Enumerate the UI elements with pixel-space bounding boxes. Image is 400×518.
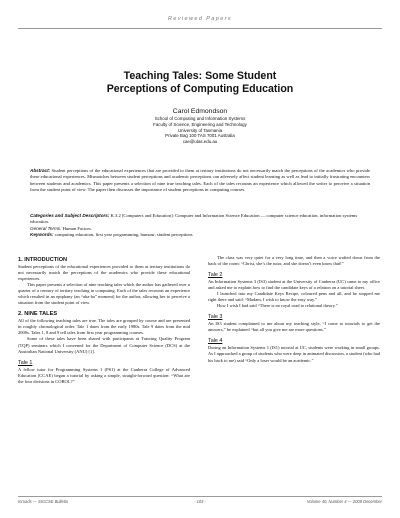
paragraph: This paper presents a selection of nine teaching tales which the author has gathered over a quarter of a century of tertiary teaching in computing. Each of the tales recounts an experience which resulted in an epiphany (an “aha-ha” moment) for the author, allowing her to perceive a situation from the student point of view. (18, 282, 190, 306)
author-department: School of Computing and Information Systems (154, 116, 246, 121)
keywords-text: computing education, first year programming, humour, student perceptions (53, 231, 193, 237)
header-divider (18, 28, 382, 29)
author-block (40, 107, 360, 145)
tale-heading-2: Tale 2 (208, 272, 223, 279)
footer-volume: Volume 40, Number 4 — 2008 December (306, 499, 382, 504)
author-address: Private Bag 100 TAS 7001 Australia (165, 133, 235, 139)
tale-heading-4: Tale 4 (208, 338, 223, 345)
paragraph: The class was very quiet for a very long time, and then a voice wafted down from the back of the room: “Christ, she’s the tutor, and she doesn’t even know that!” (208, 255, 380, 267)
title-line-2: Perceptions of Computing Education (106, 83, 294, 95)
author-university: University of Tasmania (177, 127, 223, 133)
author-email[interactable]: cae@utas.edu.au (182, 139, 218, 145)
general-terms-label: General Terms: (30, 225, 62, 231)
paragraph: I launched into my Candidate Keys Recipe, coloured pens and all, and he stopped me right there and said: “Madam, I wish to know the easy way.” (208, 291, 380, 303)
title-line-1: Teaching Tales: Some Student (123, 70, 277, 82)
paragraph: An IS3 student complained to me about my teaching style, “I come to tutorials to get the answers,” he explained “but all you give me are more questions.” (208, 321, 380, 333)
section-heading-introduction: 1. INTRODUCTION (18, 257, 68, 263)
abstract (30, 168, 370, 193)
paragraph: Student perceptions of the educational experiences provided to them at tertiary institutions do not necessarily match the perceptions of the academics who provide these educational experiences. (18, 264, 190, 282)
right-column (208, 255, 380, 364)
footer-page-number: - 103 - (194, 499, 206, 504)
general-terms-text: Human Factors. (61, 225, 92, 231)
footer-divider (18, 496, 382, 497)
paragraph: Some of these tales have been shared with participants at Tutoring Quality Program (TQP) seminars which I convened for the Department of Computer Science (DCS) at the Australian National University (ANU) [1]. (18, 336, 190, 354)
tale-heading-3: Tale 3 (208, 314, 223, 321)
abstract-text: Student perceptions of the educational experiences that are provided to them at tertiary institutions do not necessarily match the perceptions of the academics who provide these educational experiences. Mismatches between student perceptions and academic perceptions can adversely affect student learning as well as lead to initially frustrating encounters between students and academics. This paper presents a selection of nine true teaching tales. Each of the tales recounts an experience which allowed the writer to perceive a situation from the student point of view. The paper then discusses the importance of student perceptions in computing courses. (30, 168, 370, 192)
paper-title (40, 70, 360, 96)
author-faculty: Faculty of Science, Engineering and Technology (153, 121, 247, 127)
keywords-label: Keywords: (30, 231, 54, 237)
categories-label: Categories and Subject Descriptors: (30, 213, 110, 218)
categories-text: K.3.2 [Computers and Education]: Computer and Information Science Education — computer science education, information systems education. (30, 213, 358, 225)
categories-line (30, 213, 370, 226)
paragraph: All of the following teaching tales are true. The tales are grouped by course and are presented in roughly chronological order. Tale 1 dates from the early 1980s. Tale 9 dates from the mid 2000s. Tales 1, 8 and 9 tell tales from first year programming courses. (18, 318, 190, 336)
paragraph: During an Information Systems 1 (IS1) tutorial at UC, students were working in small groups. As I approached a group of students who were deep in animated discussion, a student (who had his back to me) said “Only a loser would be an academic.” (208, 345, 380, 363)
keywords-line (30, 232, 370, 238)
left-column (18, 255, 190, 385)
paragraph: How I wish I had said “There is no royal road to relational theory.” (217, 303, 338, 309)
tale-heading-1: Tale 1 (18, 359, 33, 366)
section-heading-nine-tales: 2. NINE TALES (18, 311, 58, 318)
paper-metadata (30, 213, 370, 238)
abstract-label: Abstract: (30, 168, 51, 173)
author-name: Carol Edmondson (172, 108, 228, 115)
paragraph: An Information Systems 3 (IS3) student at the University of Canberra (UC) came to my office and asked me to explain how to find the candidate keys of a relation on a tutorial sheet. (208, 279, 380, 291)
paragraph: A fellow tutor for Programming Systems 1 (PS1) at the Canberra College of Advanced Education (CCAE) began a tutorial by asking a simple, straight-forward question: “What are the four divisions in COBOL?” (18, 366, 190, 384)
running-header: Reviewed Papers (167, 16, 233, 22)
footer-journal: Inroads — SIGCSE Bulletin (18, 499, 69, 504)
